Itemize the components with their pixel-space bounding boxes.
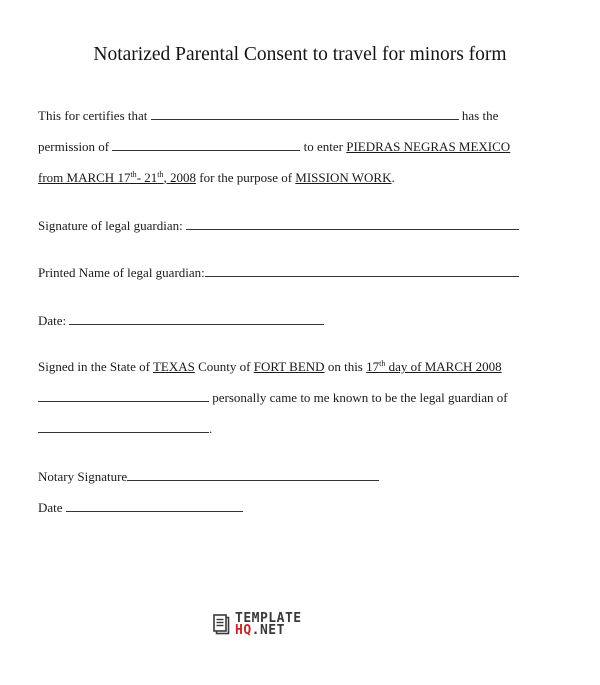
appearing-person-field[interactable] xyxy=(38,390,209,402)
guardian-signature-field[interactable] xyxy=(186,218,519,230)
notary-signature-field[interactable] xyxy=(127,469,379,481)
permission-label: permission of xyxy=(38,139,110,154)
certifies-line xyxy=(38,108,498,124)
notary-statement-line: Signed in the State of TEXAS County of FORT BEND on this 17th day of MARCH 2008 xyxy=(38,359,502,374)
watermark-logo xyxy=(213,613,302,637)
notary-date-value: 17th day of MARCH 2008 xyxy=(366,359,502,374)
personally-line: personally came to me known to be the legal guardian of xyxy=(38,390,508,406)
notary-date-line xyxy=(38,500,243,516)
date-line xyxy=(38,313,324,329)
guardian-of-field[interactable] xyxy=(38,421,209,433)
has-the-text: has the xyxy=(461,108,499,123)
certifies-label: This for certifies that xyxy=(38,108,148,123)
county-value: FORT BEND xyxy=(253,359,325,374)
permission-line xyxy=(38,139,510,155)
to-enter-text: to enter xyxy=(303,139,343,154)
state-value: TEXAS xyxy=(152,359,195,374)
date-label: Date: xyxy=(38,313,67,328)
page-title: Notarized Parental Consent to travel for minors form xyxy=(93,44,507,65)
guardian-of-line: . xyxy=(38,421,212,437)
watermark-text: TEMPLATE HQ.NET xyxy=(235,611,302,638)
travel-dates-value: from MARCH 17th- 21th, 2008 xyxy=(38,170,197,185)
permission-of-field[interactable] xyxy=(112,139,300,151)
document-stack-icon xyxy=(213,614,231,636)
guardian-signature-line xyxy=(38,218,519,234)
notary-signature-label: Notary Signature xyxy=(38,469,128,484)
guardian-printed-name-label: Printed Name of legal guardian: xyxy=(38,265,205,280)
dates-line: from MARCH 17th- 21th, 2008 for the purpose of MISSION WORK. xyxy=(38,170,395,185)
purpose-value: MISSION WORK xyxy=(295,170,392,185)
destination-value: PIEDRAS NEGRAS MEXICO xyxy=(346,139,511,154)
guardian-printed-name-line xyxy=(38,265,519,281)
guardian-signature-label: Signature of legal guardian: xyxy=(38,218,183,233)
minor-name-field[interactable] xyxy=(151,108,459,120)
purpose-label: for the purpose of xyxy=(199,170,293,185)
notary-date-label: Date xyxy=(38,500,63,515)
date-field[interactable] xyxy=(69,313,324,325)
guardian-printed-name-field[interactable] xyxy=(205,265,519,277)
notary-signature-line xyxy=(38,469,379,485)
notary-date-field[interactable] xyxy=(66,500,243,512)
